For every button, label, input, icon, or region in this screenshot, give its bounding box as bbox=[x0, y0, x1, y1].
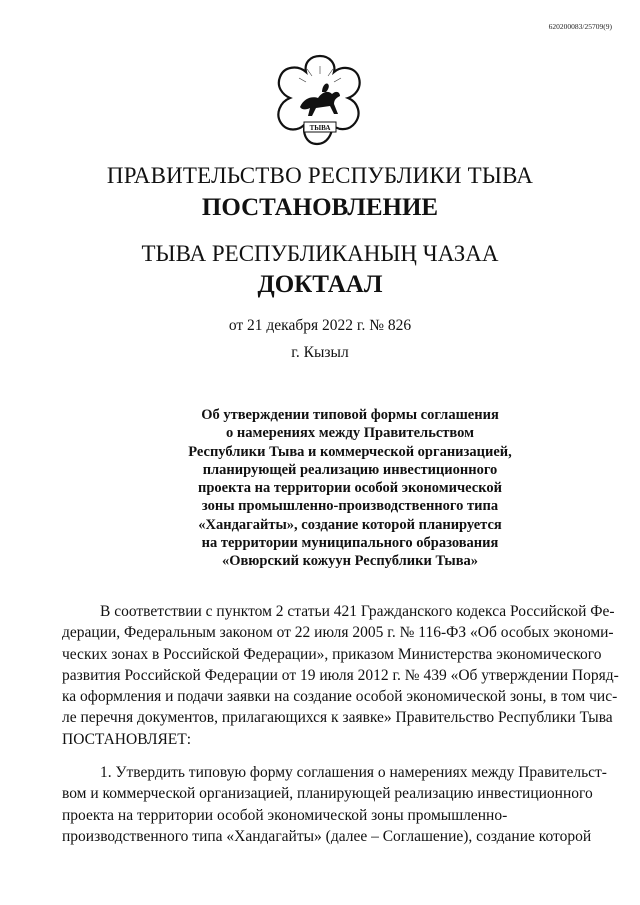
paragraph-line: вом и коммерческой организацией, планирующей реализацию инвестиционного bbox=[62, 785, 593, 803]
title-line: на территории муниципального образования bbox=[201, 535, 499, 552]
header-block bbox=[0, 162, 640, 300]
paragraph-line: ПОСТАНОВЛЯЕТ: bbox=[62, 730, 192, 748]
government-name-tuvan: ТЫВА РЕСПУБЛИКАНЫҢ ЧАЗАА bbox=[141, 241, 499, 266]
svg-text:ТЫВА: ТЫВА bbox=[309, 124, 331, 132]
paragraph-line: ка оформления и подачи заявки на создание особой экономической зоны, в том чис- bbox=[62, 688, 618, 706]
title-line: о намерениях между Правительством bbox=[225, 425, 475, 442]
title-line: Об утверждении типовой формы соглашения bbox=[201, 407, 499, 423]
decree-type: ПОСТАНОВЛЕНИЕ bbox=[201, 194, 439, 221]
paragraph-line: производственного типа «Хандагайты» (далее – Соглашение), создание которой bbox=[62, 827, 592, 845]
title-line: проекта на территории особой экономической bbox=[198, 480, 502, 497]
decree-title bbox=[140, 406, 560, 571]
paragraph-line: проекта на территории особой экономической зоны промышленно- bbox=[62, 806, 508, 824]
decree-type-tuvan: ДОКТААЛ bbox=[257, 271, 383, 298]
paragraph-line: дерации, Федеральным законом от 22 июля 2005 г. № 116-ФЗ «Об особых экономи- bbox=[62, 624, 614, 642]
decree-date-number: от 21 декабря 2022 г. № 826 bbox=[228, 317, 412, 334]
clause-1-paragraph bbox=[62, 762, 612, 847]
paragraph-line: В соответствии с пунктом 2 статьи 421 Гражданского кодекса Российской Фе- bbox=[100, 603, 615, 620]
title-line: планирующей реализацию инвестиционного bbox=[202, 461, 498, 478]
title-line: «Хандагайты», создание которой планируется bbox=[198, 516, 502, 533]
paragraph-line: развития Российской Федерации от 19 июля 2012 г. № 439 «Об утверждении Поряд- bbox=[62, 666, 619, 684]
paragraph-line: ческих зонах в Российской Федерации», приказом Министерства экономического bbox=[62, 645, 602, 663]
decree-city: г. Кызыл bbox=[291, 344, 349, 361]
paragraph-line: ле перечня документов, прилагающихся к заявке» Правительство Республики Тыва bbox=[62, 709, 613, 727]
document-code: 620200083/25709(9) bbox=[548, 22, 612, 31]
paragraph-line: 1. Утвердить типовую форму соглашения о намерениях между Правительст- bbox=[100, 764, 607, 781]
preamble-paragraph bbox=[62, 601, 619, 750]
government-name: ПРАВИТЕЛЬСТВО РЕСПУБЛИКИ ТЫВА bbox=[106, 163, 534, 188]
title-line: «Овюрский кожуун Республики Тыва» bbox=[221, 553, 479, 570]
title-line: Республики Тыва и коммерческой организацией, bbox=[188, 443, 512, 460]
tuva-coat-of-arms-icon bbox=[270, 52, 370, 148]
title-line: зоны промышленно-производственного типа bbox=[201, 498, 499, 515]
